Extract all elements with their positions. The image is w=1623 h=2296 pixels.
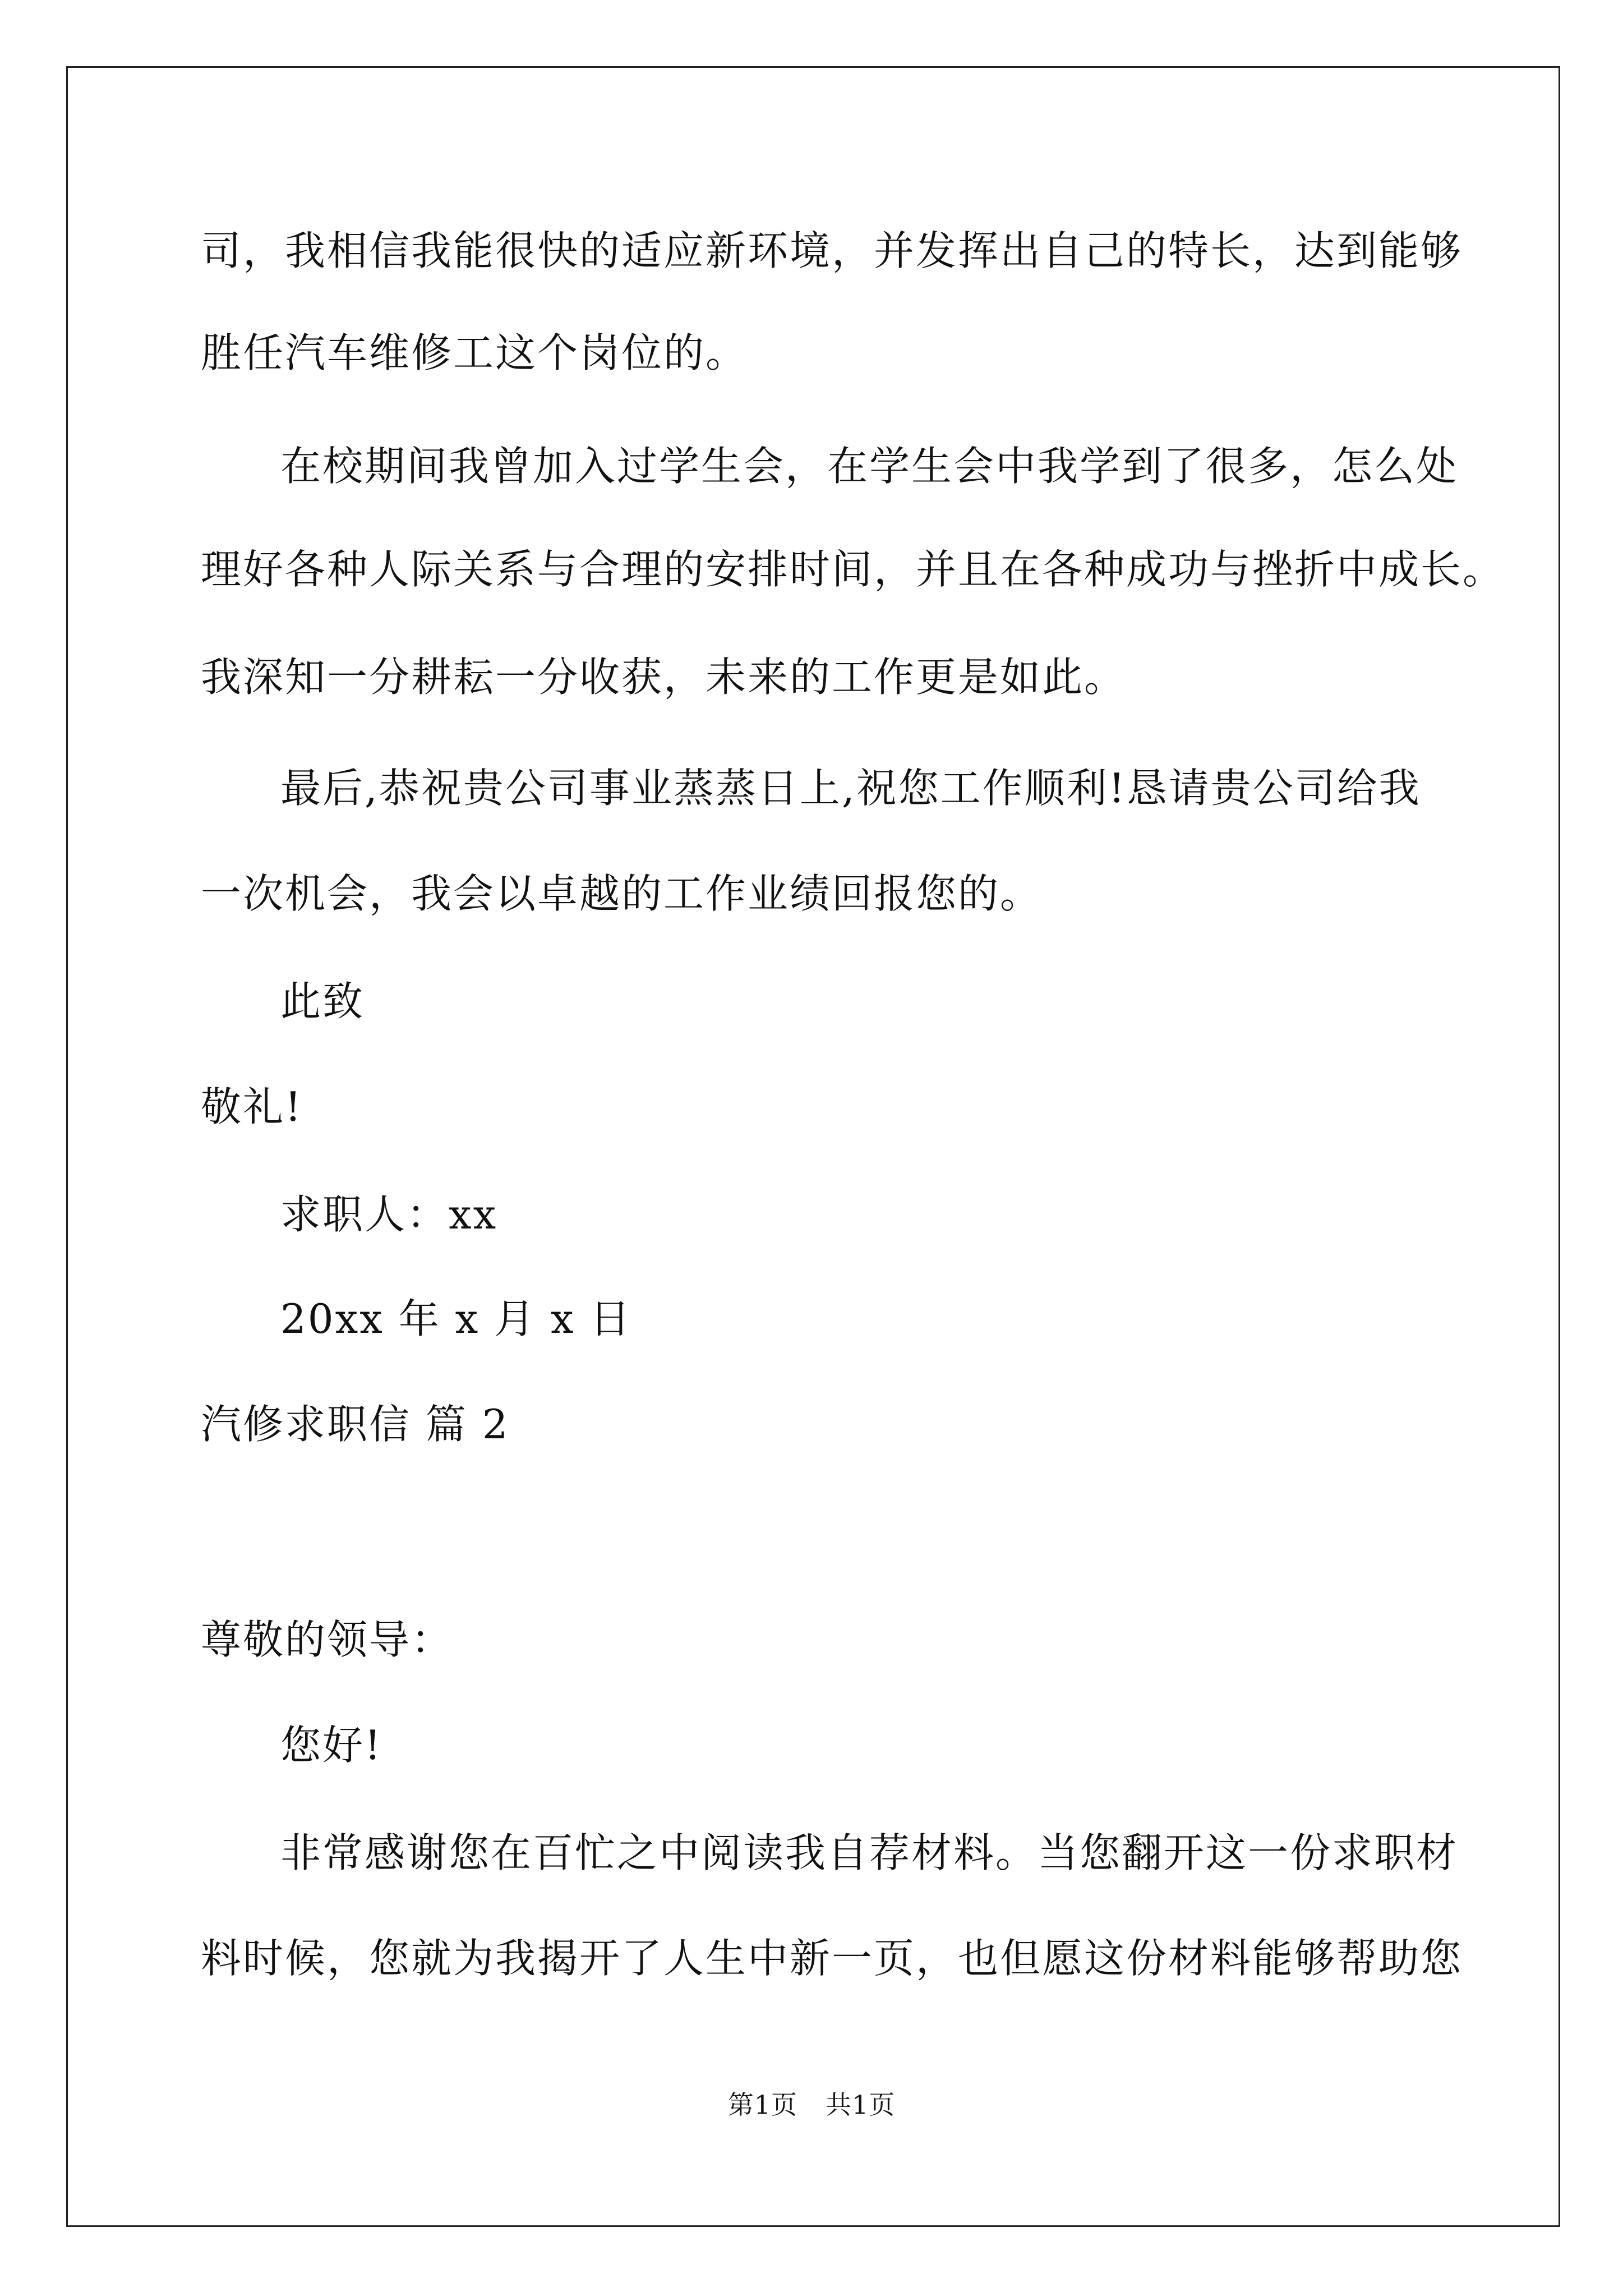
page-border <box>66 66 1560 2227</box>
date-line: 20xx 年 x 月 x 日 <box>280 1295 632 1342</box>
section-heading: 汽修求职信 篇 2 <box>201 1401 510 1448</box>
closing-salutation: 此致 <box>280 978 365 1025</box>
paragraph-line: 司，我相信我能很快的适应新环境，并发挥出自己的特长，达到能够 <box>201 227 1463 274</box>
page-number: 第1页 <box>727 2090 797 2120</box>
paragraph-line: 理好各种人际关系与合理的安排时间，并且在各种成功与挫折中成长。 <box>201 546 1505 593</box>
paragraph-line: 最后,恭祝贵公司事业蒸蒸日上,祝您工作顺利!恳请贵公司给我 <box>280 765 1421 812</box>
paragraph-line: 料时候，您就为我揭开了人生中新一页，也但愿这份材料能够帮助您 <box>201 1935 1463 1982</box>
page-total: 共1页 <box>826 2090 896 2120</box>
paragraph-line: 我深知一分耕耘一分收获，未来的工作更是如此。 <box>201 654 1127 701</box>
greeting-hello: 您好! <box>280 1722 382 1769</box>
paragraph-line: 在校期间我曾加入过学生会，在学生会中我学到了很多，怎么处 <box>280 443 1459 490</box>
greeting: 尊敬的领导： <box>201 1616 454 1663</box>
paragraph-line: 胜任汽车维修工这个岗位的。 <box>201 329 748 376</box>
page-footer <box>0 2088 1623 2122</box>
paragraph-line: 非常感谢您在百忙之中阅读我自荐材料。当您翻开这一份求职材 <box>280 1829 1459 1876</box>
signature-line: 求职人：xx <box>280 1191 498 1238</box>
closing-regards: 敬礼! <box>201 1083 303 1130</box>
paragraph-line: 一次机会，我会以卓越的工作业绩回报您的。 <box>201 870 1043 917</box>
